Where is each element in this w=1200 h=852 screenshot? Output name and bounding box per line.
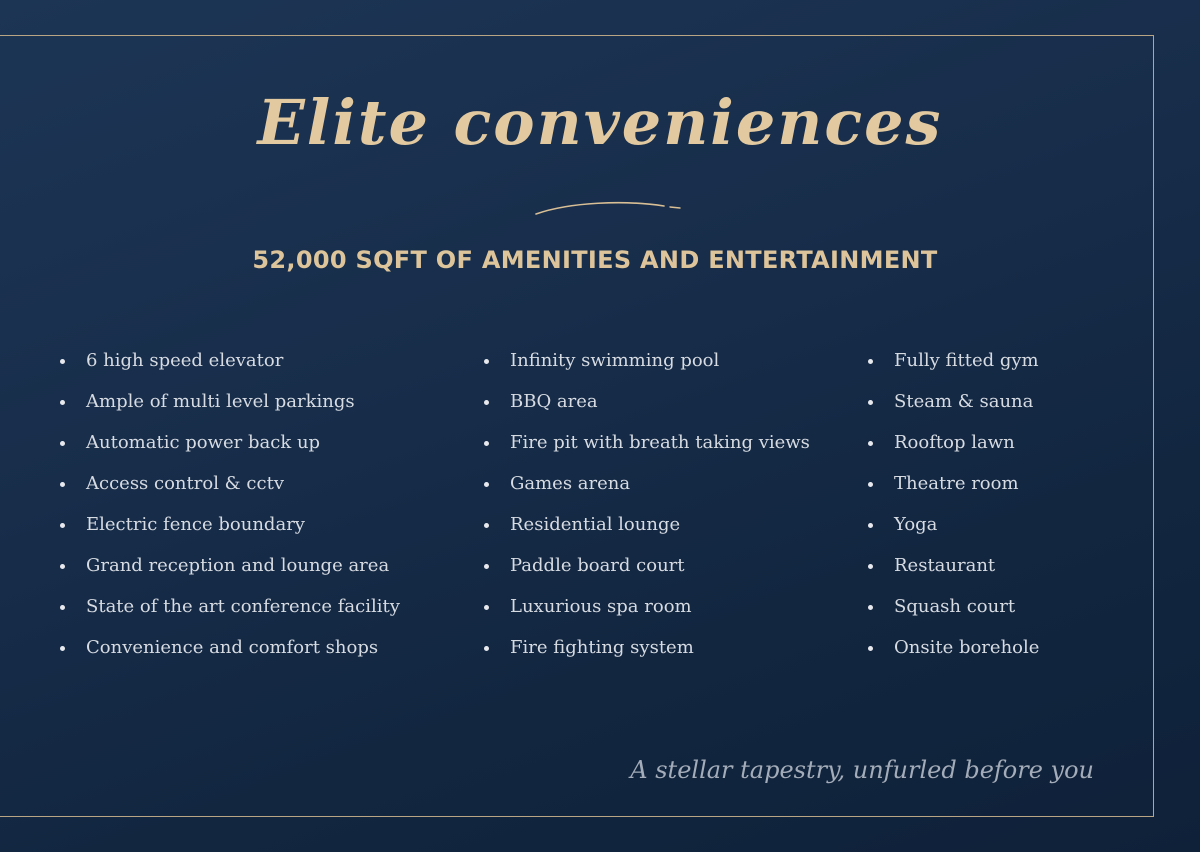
bullet-icon [484, 400, 489, 405]
list-item [60, 551, 400, 592]
bullet-icon [484, 564, 489, 569]
list-item-label: State of the art conference facility [86, 596, 400, 617]
bullet-icon [484, 441, 489, 446]
list-item [60, 428, 400, 469]
list-item [60, 469, 400, 510]
bullet-icon [868, 564, 873, 569]
bullet-icon [868, 646, 873, 651]
list-item-label: Rooftop lawn [894, 432, 1015, 453]
list-item [60, 633, 400, 674]
list-item-label: Luxurious spa room [510, 596, 692, 617]
bullet-icon [868, 523, 873, 528]
list-item-label: Ample of multi level parkings [86, 391, 355, 412]
bullet-icon [868, 482, 873, 487]
list-item-label: Electric fence boundary [86, 514, 305, 535]
list-item [868, 551, 1039, 592]
list-item [868, 469, 1039, 510]
list-item-label: Restaurant [894, 555, 996, 576]
bullet-icon [484, 482, 489, 487]
list-item-label: Yoga [894, 514, 938, 535]
bullet-icon [868, 400, 873, 405]
bullet-icon [868, 441, 873, 446]
list-item [60, 592, 400, 633]
list-item-label: Paddle board court [510, 555, 685, 576]
list-item-label: BBQ area [510, 391, 598, 412]
list-item-label: Steam & sauna [894, 391, 1034, 412]
list-item [60, 510, 400, 551]
bullet-icon [484, 605, 489, 610]
list-item [868, 346, 1039, 387]
bullet-icon [60, 605, 65, 610]
bullet-icon [868, 359, 873, 364]
list-item-label: Squash court [894, 596, 1016, 617]
bullet-icon [60, 482, 65, 487]
list-item [868, 633, 1039, 674]
list-item-label: Residential lounge [510, 514, 681, 535]
amenities-list-column-1 [60, 346, 400, 674]
bullet-icon [60, 400, 65, 405]
title-flourish [530, 196, 690, 220]
list-item-label: 6 high speed elevator [86, 350, 284, 371]
bullet-icon [868, 605, 873, 610]
list-item-label: Access control & cctv [86, 473, 284, 494]
list-item-label: Fire pit with breath taking views [510, 432, 810, 453]
list-item [484, 592, 810, 633]
list-item [484, 510, 810, 551]
list-item-label: Convenience and comfort shops [86, 637, 379, 658]
list-item-label: Fully fitted gym [894, 350, 1039, 371]
bullet-icon [484, 523, 489, 528]
list-item-label: Grand reception and lounge area [86, 555, 390, 576]
list-item [60, 387, 400, 428]
list-item [60, 346, 400, 387]
list-item [484, 551, 810, 592]
list-item-label: Games arena [510, 473, 631, 494]
tagline: A stellar tapestry, unfurled before you [630, 756, 1094, 784]
bullet-icon [484, 646, 489, 651]
list-item-label: Theatre room [894, 473, 1019, 494]
list-item [484, 387, 810, 428]
list-item-label: Fire fighting system [510, 637, 694, 658]
amenities-list-column-2 [484, 346, 810, 674]
list-item [868, 387, 1039, 428]
bullet-icon [60, 646, 65, 651]
amenities-list-column-3 [868, 346, 1039, 674]
bullet-icon [60, 523, 65, 528]
list-item-label: Infinity swimming pool [510, 350, 720, 371]
page-title: Elite conveniences [257, 86, 943, 159]
list-item [868, 510, 1039, 551]
bullet-icon [60, 564, 65, 569]
bullet-icon [484, 359, 489, 364]
list-item [484, 346, 810, 387]
list-item [868, 592, 1039, 633]
bullet-icon [60, 359, 65, 364]
list-item-label: Onsite borehole [894, 637, 1040, 658]
list-item [484, 633, 810, 674]
list-item-label: Automatic power back up [86, 432, 321, 453]
page-subtitle: 52,000 SQFT OF AMENITIES AND ENTERTAINMENT [252, 246, 938, 274]
bullet-icon [60, 441, 65, 446]
list-item [484, 469, 810, 510]
list-item [868, 428, 1039, 469]
list-item [484, 428, 810, 469]
